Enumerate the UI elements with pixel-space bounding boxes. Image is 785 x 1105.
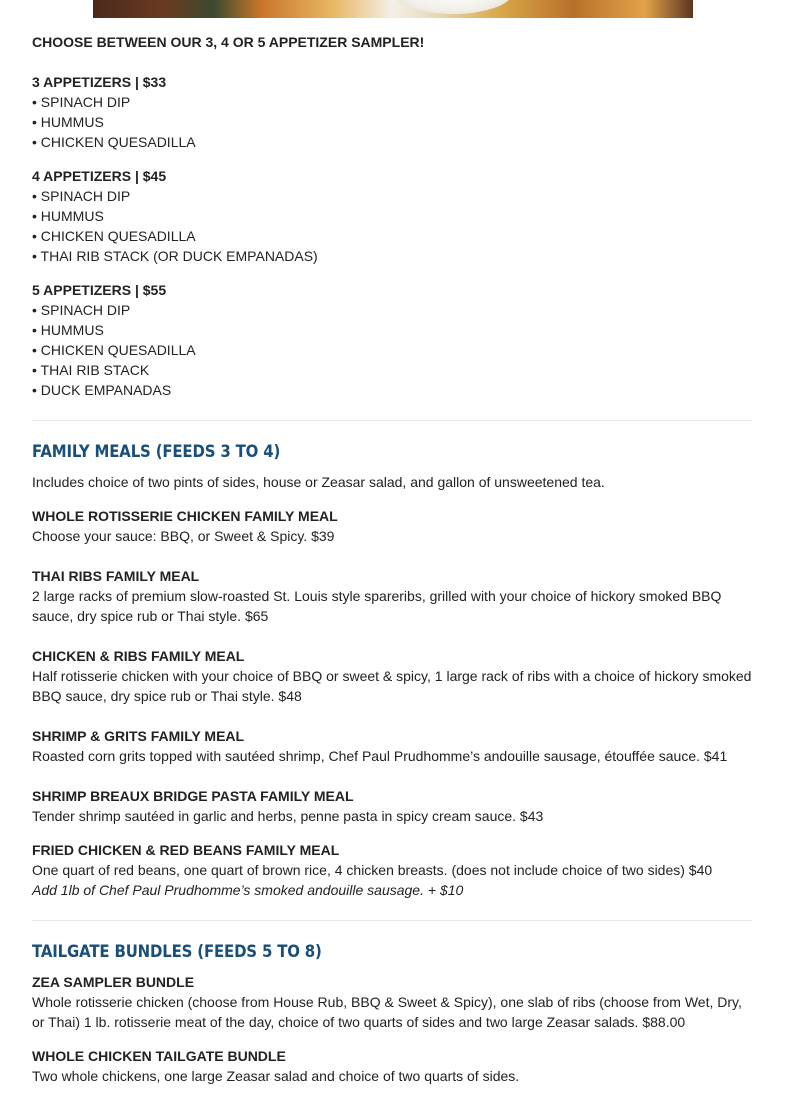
bundle-name: WHOLE CHICKEN TAILGATE BUNDLE — [32, 1048, 286, 1064]
list-item: • HUMMUS — [32, 114, 104, 130]
meal-description: 2 large racks of premium slow-roasted St. Louis style spareribs, grilled with your choice of hickory smoked BBQ sauce, dry spice rub or Thai style. $65 — [32, 588, 722, 624]
meal-name: WHOLE ROTISSERIE CHICKEN FAMILY MEAL — [32, 508, 338, 524]
list-item: • THAI RIB STACK (OR DUCK EMPANADAS) — [32, 248, 318, 264]
tailgate-bundles-heading: TAILGATE BUNDLES (FEEDS 5 TO 8) — [32, 942, 322, 962]
family-meals-heading: FAMILY MEALS (FEEDS 3 TO 4) — [32, 442, 281, 462]
list-item: • HUMMUS — [32, 208, 104, 224]
list-item: • SPINACH DIP — [32, 94, 131, 110]
sampler-5-title: 5 APPETIZERS | $55 — [32, 282, 167, 298]
meal-name: THAI RIBS FAMILY MEAL — [32, 568, 200, 584]
list-item: • CHICKEN QUESADILLA — [32, 134, 196, 150]
appetizer-platter-photo — [93, 0, 693, 18]
section-divider — [32, 920, 752, 921]
list-item: • SPINACH DIP — [32, 302, 131, 318]
sampler-4-title: 4 APPETIZERS | $45 — [32, 168, 167, 184]
meal-name: SHRIMP BREAUX BRIDGE PASTA FAMILY MEAL — [32, 788, 354, 804]
sampler-3-title: 3 APPETIZERS | $33 — [32, 74, 167, 90]
section-divider — [32, 420, 752, 421]
meal-description: Choose your sauce: BBQ, or Sweet & Spicy. $39 — [32, 528, 335, 544]
list-item: • THAI RIB STACK — [32, 362, 150, 378]
list-item: • DUCK EMPANADAS — [32, 382, 172, 398]
bundle-description: Two whole chickens, one large Zeasar salad and choice of two quarts of sides. — [32, 1068, 520, 1084]
list-item: • SPINACH DIP — [32, 188, 131, 204]
meal-name: FRIED CHICKEN & RED BEANS FAMILY MEAL — [32, 842, 340, 858]
list-item: • HUMMUS — [32, 322, 104, 338]
meal-name: SHRIMP & GRITS FAMILY MEAL — [32, 728, 245, 744]
meal-description: Tender shrimp sautéed in garlic and herbs, penne pasta in spicy cream sauce. $43 — [32, 808, 544, 824]
meal-name: CHICKEN & RIBS FAMILY MEAL — [32, 648, 245, 664]
meal-add-on-note: Add 1lb of Chef Paul Prudhomme’s smoked andouille sausage. + $10 — [32, 882, 464, 898]
list-item: • CHICKEN QUESADILLA — [32, 342, 196, 358]
meal-description: Roasted corn grits topped with sautéed shrimp, Chef Paul Prudhomme’s andouille sausage, étouffée sauce. $41 — [32, 748, 728, 764]
bundle-name: ZEA SAMPLER BUNDLE — [32, 974, 195, 990]
meal-description: One quart of red beans, one quart of brown rice, 4 chicken breasts. (does not include choice of two sides) $40 — [32, 862, 713, 878]
sampler-intro: CHOOSE BETWEEN OUR 3, 4 OR 5 APPETIZER SAMPLER! — [32, 34, 425, 50]
list-item: • CHICKEN QUESADILLA — [32, 228, 196, 244]
dip-bowl-image — [393, 0, 513, 14]
bundle-description: Whole rotisserie chicken (choose from House Rub, BBQ & Sweet & Spicy), one slab of ribs (choose from Wet, Dry, or Thai) 1 lb. rotisserie meat of the day, choice of two quarts of sides and two large Zeasar salads. $88.00 — [32, 994, 742, 1030]
meal-description: Half rotisserie chicken with your choice of BBQ or sweet & spicy, 1 large rack of ribs with a choice of hickory smoked BBQ sauce, dry spice rub or Thai style. $48 — [32, 668, 752, 704]
family-meals-intro: Includes choice of two pints of sides, house or Zeasar salad, and gallon of unsweetened tea. — [32, 474, 605, 490]
